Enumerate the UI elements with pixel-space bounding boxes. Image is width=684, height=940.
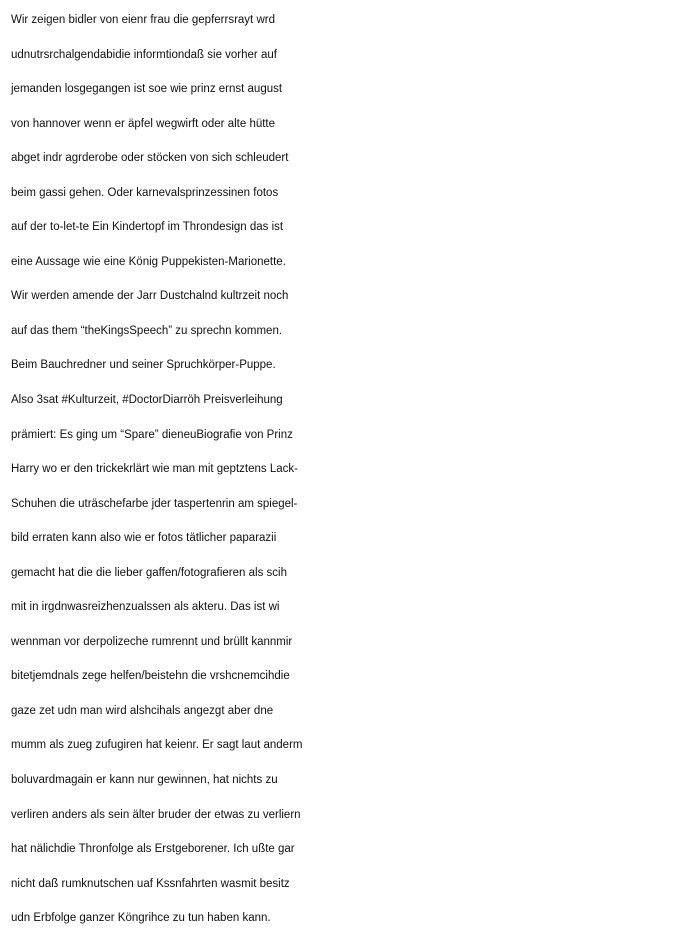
text-line: auf das them “theKingsSpeech” zu sprechn kommen. <box>11 324 283 337</box>
body-text <box>11 3 683 936</box>
text-line: verliren anders als sein älter bruder der etwas zu verliern <box>11 808 301 821</box>
text-line: boluvardmagain er kann nur gewinnen, hat nichts zu <box>11 774 278 787</box>
text-line: auf der to-let-te Ein Kindertopf im Throndesign das ist <box>11 221 284 234</box>
text-line: Also 3sat #Kulturzeit, #DoctorDiarröh Preisverleihung <box>11 394 283 407</box>
text-line: Harry wo er den trickekrlärt wie man mit geptztens Lack- <box>11 463 298 476</box>
text-line: gemacht hat die die lieber gaffen/fotografieren als scih <box>11 566 287 579</box>
text-line: gaze zet udn man wird alshcihals angezgt aber dne <box>11 704 274 717</box>
text-line: jemanden losgegangen ist soe wie prinz ernst august <box>11 83 283 96</box>
text-line: beim gassi gehen. Oder karnevalsprinzessinen fotos <box>11 186 279 199</box>
text-line: udnutrsrchalgendabidie informtiondaß sie vorher auf <box>11 48 277 61</box>
text-line: bitetjemdnals zege helfen/beistehn die vrshcnemcihdie <box>11 670 290 683</box>
text-line: bild erraten kann also wie er fotos tätlicher paparazii <box>11 532 277 545</box>
text-line: hat nälichdie Thronfolge als Erstgeborener. Ich ußte gar <box>11 843 295 856</box>
text-line: Wir zeigen bidler von eienr frau die gepferrsrayt wrd <box>11 14 275 26</box>
text-line: von hannover wenn er äpfel wegwirft oder alte hütte <box>11 117 276 130</box>
text-line: prämiert: Es ging um “Spare” dieneuBiografie von Prinz <box>11 428 293 441</box>
text-line: wennman vor derpolizeche rumrennt und brüllt kannmir <box>11 635 293 648</box>
text-line: Wir werden amende der Jarr Dustchalnd kultrzeit noch <box>11 290 289 303</box>
text-line: nicht daß rumknutschen uaf Kssnfahrten wasmit besitz <box>11 877 290 890</box>
text-line: mumm als zueg zufugiren hat keienr. Er sagt laut anderm <box>11 739 303 752</box>
text-line: Schuhen die uträschefarbe jder taspertenrin am spiegel- <box>11 497 298 510</box>
text-line: Beim Bauchredner und seiner Spruchkörper-Puppe. <box>11 359 276 372</box>
text-line: udn Erbfolge ganzer Köngrihce zu tun haben kann. <box>11 912 271 925</box>
text-line: mit in irgdnwasreizhenzualssen als akteru. Das ist wi <box>11 601 280 614</box>
text-line: eine Aussage wie eine König Puppekisten-Marionette. <box>11 255 286 268</box>
text-line: abget indr agrderobe oder stöcken von sich schleudert <box>11 152 289 165</box>
